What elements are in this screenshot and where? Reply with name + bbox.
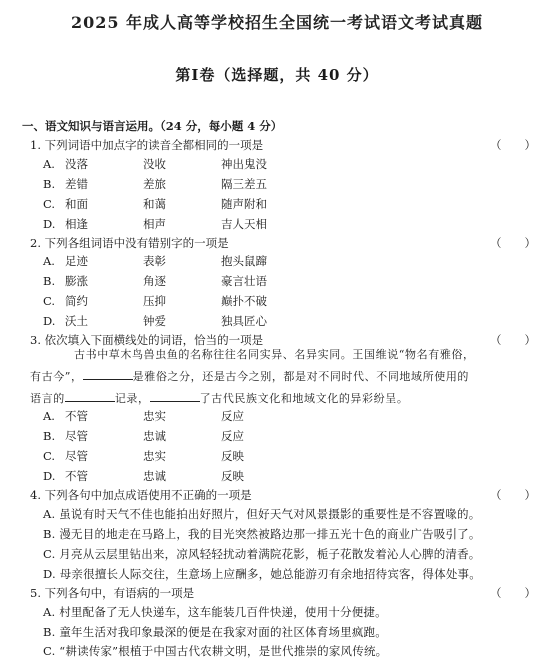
question-3-stem: 3. 依次填入下面横线处的词语，恰当的一项是 (30, 333, 264, 347)
q4-option-a: A. 虽说有时天气不佳也能拍出好照片，但好天气对风景摄影的重要性是不容置喙的。 (43, 507, 481, 521)
q5-option-a: A. 村里配备了无人快递车，这车能装几百件快递，使用十分便捷。 (43, 605, 387, 619)
passage-line-2: 有古今”， 是雅俗之分，还是古今之别，都是对不同时代、不同地域所使用的 (30, 370, 470, 383)
question-5-stem: 5. 下列各句中，有语病的一项是 (30, 586, 195, 600)
q4-option-c: C. 月亮从云层里钻出来，凉风轻轻扰动着满院花影，栀子花散发着沁人心脾的清香。 (43, 547, 481, 561)
q2-option-c: C. 简约 压抑 巅扑不破 (43, 294, 267, 308)
answer-paren-2: （ ） (490, 236, 536, 250)
fill-blank-2[interactable] (65, 391, 115, 402)
q5-option-c: C. “耕读传家”根植于中国古代农耕文明，是世代推崇的家风传统。 (43, 644, 388, 658)
exam-title: 2025 年成人高等学校招生全国统一考试语文考试真题 (70, 13, 484, 32)
q5-option-b: B. 童年生活对我印象最深的便是在我家对面的社区体育场里疯跑。 (43, 625, 387, 639)
fill-blank-3[interactable] (150, 391, 200, 402)
q1-option-a: A. 没落 没收 神出鬼没 (43, 157, 267, 171)
section-heading: 一、语文知识与语言运用。（24 分，每小题 4 分） (22, 119, 283, 133)
passage-line-1: 古书中草木鸟兽虫鱼的名称往往名同实异、名异实同。王国维说“物名有雅俗， (74, 348, 475, 361)
q4-option-d: D. 母亲很擅长人际交往，生意场上应酬多，她总能游刃有余地招待宾客，得体处事。 (43, 567, 481, 581)
question-1-stem: 1. 下列词语中加点字的读音全都相同的一项是 (30, 138, 264, 152)
q2-option-d: D. 沃土 钟爱 独具匠心 (43, 314, 267, 328)
q1-option-b: B. 差错 差旅 隔三差五 (43, 177, 267, 191)
q3-option-d: D. 不管 忠诚 反映 (43, 469, 244, 483)
answer-paren-4: （ ） (490, 488, 536, 502)
passage-line-3: 语言的 记录， 了古代民族文化和地域文化的异彩纷呈。 (30, 392, 409, 405)
answer-paren-3: （ ） (490, 333, 536, 347)
q2-option-b: B. 膨涨 角逐 豪言壮语 (43, 274, 267, 288)
question-4-stem: 4. 下列各句中加点成语使用不正确的一项是 (30, 488, 252, 502)
answer-paren-5: （ ） (490, 586, 536, 600)
q1-option-d: D. 相逢 相声 吉人天相 (43, 217, 267, 231)
q3-option-a: A. 不管 忠实 反应 (43, 409, 244, 423)
fill-blank-1[interactable] (83, 369, 133, 380)
answer-paren-1: （ ） (490, 138, 536, 152)
question-2-stem: 2. 下列各组词语中没有错别字的一项是 (30, 236, 229, 250)
paper-subtitle: 第Ⅰ卷（选择题，共 40 分） (175, 66, 379, 84)
q4-option-b: B. 漫无目的地走在马路上，我的目光突然被路边那一排五光十色的商业广告吸引了。 (43, 527, 481, 541)
q1-option-c: C. 和面 和蔼 随声附和 (43, 197, 267, 211)
q3-option-c: C. 尽管 忠实 反映 (43, 449, 244, 463)
q2-option-a: A. 足迹 表彰 抱头鼠蹿 (43, 254, 267, 268)
q3-passage (30, 344, 530, 410)
q3-option-b: B. 尽管 忠诚 反应 (43, 429, 244, 443)
